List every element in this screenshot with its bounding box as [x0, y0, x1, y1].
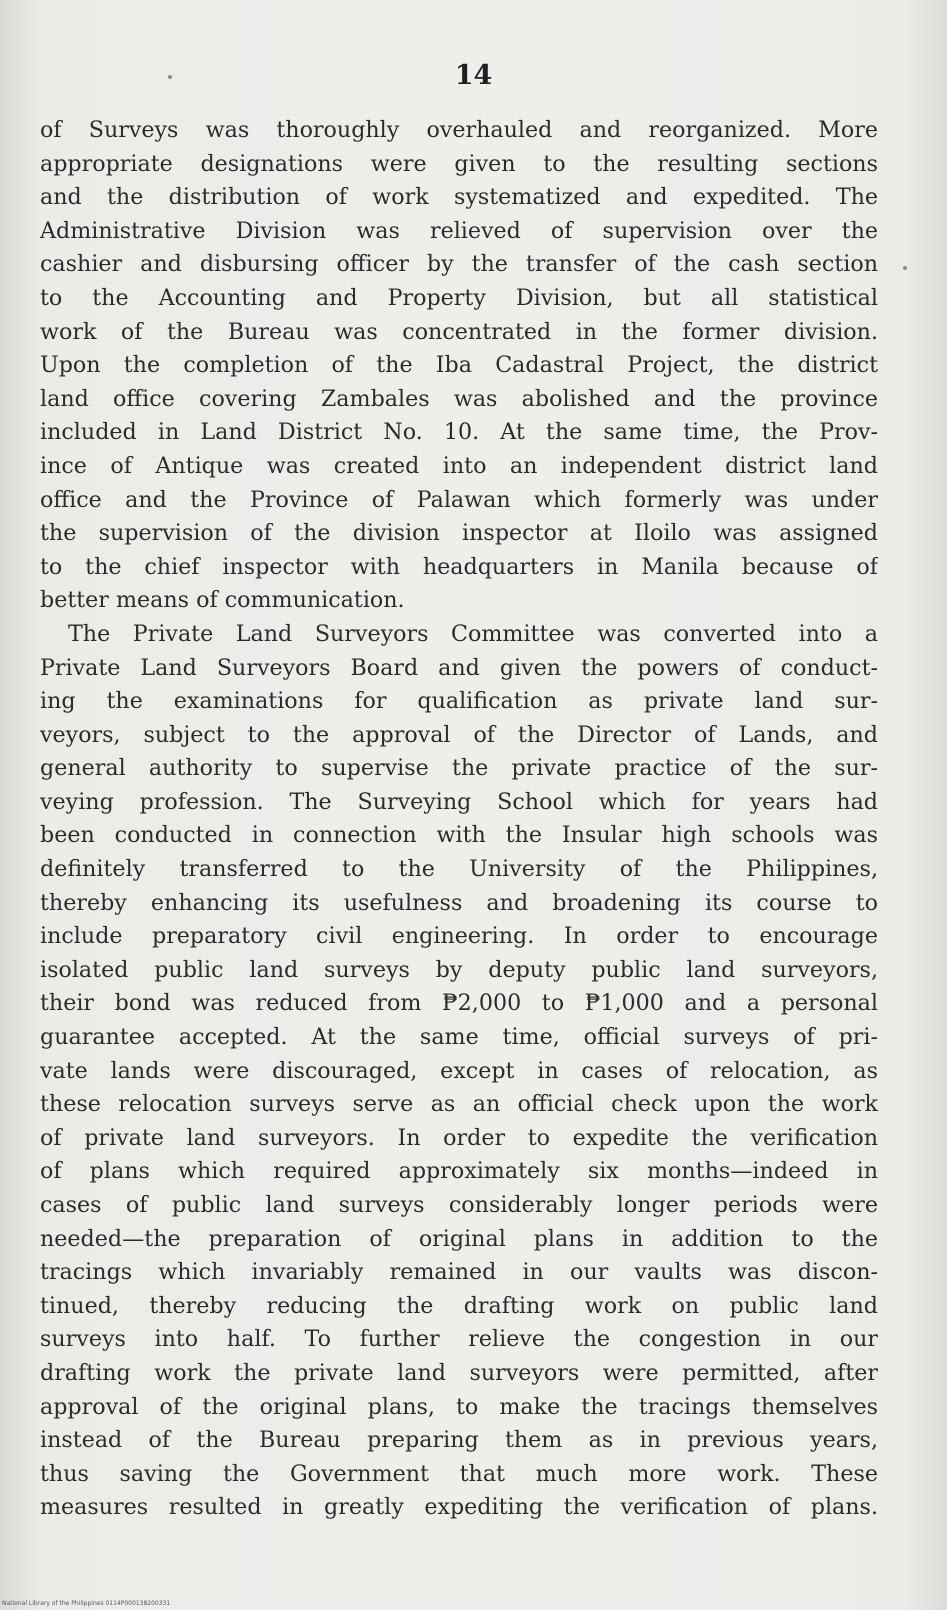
text-line: surveys into half. To further relieve the congestion in our — [40, 1326, 878, 1353]
text-line: veyors, subject to the approval of the Director of Lands, and — [40, 721, 878, 748]
text-line: veying profession. The Surveying School which for years had — [40, 788, 878, 815]
text-line: of plans which required approximately six months—indeed in — [40, 1158, 878, 1185]
text-line: to the chief inspector with headquarters in Manila because of — [40, 553, 878, 580]
text-line: measures resulted in greatly expediting the verification of plans. — [40, 1494, 878, 1521]
text-line: been conducted in connection with the Insular high schools was — [40, 822, 878, 849]
text-line: instead of the Bureau preparing them as in previous years, — [40, 1427, 878, 1454]
text-line: Upon the completion of the Iba Cadastral Project, the district — [40, 352, 878, 379]
text-line: approval of the original plans, to make the tracings themselves — [40, 1393, 878, 1420]
text-line: office and the Province of Palawan which formerly was under — [40, 486, 878, 513]
text-line: Private Land Surveyors Board and given the powers of conduct- — [40, 654, 878, 681]
body-text — [40, 114, 878, 1525]
text-line: of Surveys was thoroughly overhauled and reorganized. More — [40, 117, 878, 143]
text-line: Administrative Division was relieved of supervision over the — [40, 217, 878, 244]
text-line: general authority to supervise the private practice of the sur- — [40, 755, 878, 782]
text-line: needed—the preparation of original plans in addition to the — [40, 1225, 878, 1252]
text-line: land office covering Zambales was abolished and the province — [40, 385, 878, 412]
text-line: thus saving the Government that much more work. These — [40, 1460, 878, 1487]
text-line: drafting work the private land surveyors were permitted, after — [40, 1359, 878, 1386]
paragraph-1 — [40, 114, 878, 618]
text-line: cashier and disbursing officer by the transfer of the cash section — [40, 251, 878, 278]
text-line: of private land surveyors. In order to expedite the verification — [40, 1124, 878, 1151]
text-line: thereby enhancing its usefulness and broadening its course to — [40, 889, 878, 916]
text-line: included in Land District No. 10. At the same time, the Prov- — [40, 419, 878, 446]
text-line: include preparatory civil engineering. In order to encourage — [40, 923, 878, 950]
text-line: these relocation surveys serve as an official check upon the work — [40, 1091, 878, 1118]
text-line: isolated public land surveys by deputy public land surveyors, — [40, 956, 878, 983]
text-line: The Private Land Surveyors Committee was converted into a — [68, 620, 878, 647]
text-line: ince of Antique was created into an independent district land — [40, 452, 878, 479]
footer-credit: National Library of the Philippines 0114P000138200331 — [2, 1600, 171, 1607]
text-line: work of the Bureau was concentrated in the former division. — [40, 318, 878, 345]
text-line: definitely transferred to the University of the Philippines, — [40, 856, 878, 883]
text-line: better means of communication. — [40, 587, 405, 614]
text-line: tinued, thereby reducing the drafting work on public land — [40, 1292, 878, 1319]
text-line: appropriate designations were given to the resulting sections — [40, 150, 878, 177]
page-number: 14 — [454, 60, 493, 91]
text-line: vate lands were discouraged, except in cases of relocation, as — [40, 1057, 878, 1084]
text-line: cases of public land surveys considerably longer periods were — [40, 1192, 878, 1218]
text-line: their bond was reduced from ₱2,000 to ₱1,000 and a personal — [40, 990, 878, 1017]
text-line: the supervision of the division inspector at Iloilo was assigned — [40, 520, 878, 547]
text-line: to the Accounting and Property Division, but all statistical — [40, 284, 878, 311]
text-line: ing the examinations for qualification as private land sur- — [40, 688, 878, 715]
text-line: and the distribution of work systematized and expedited. The — [40, 184, 878, 211]
paper-speck — [903, 266, 907, 270]
text-line: guarantee accepted. At the same time, official surveys of pri- — [40, 1024, 878, 1051]
paragraph-2 — [40, 618, 878, 1525]
text-line: tracings which invariably remained in our vaults was discon- — [40, 1259, 878, 1286]
